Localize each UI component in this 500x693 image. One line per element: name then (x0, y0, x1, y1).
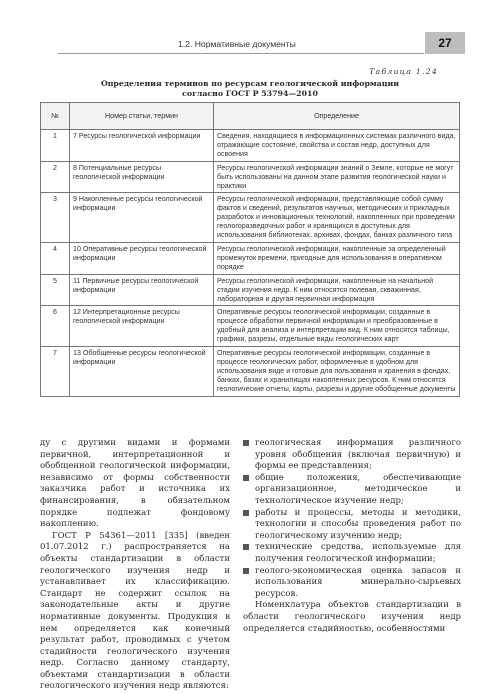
left-text-column (40, 438, 230, 693)
table-row (41, 306, 460, 347)
definition-cell: Ресурсы геологической информации знаний о Земле, которые не могут быть использованы на данном этапе развития геологической науки и практики (214, 161, 460, 193)
table-row (41, 347, 460, 397)
row-number: 1 (41, 130, 70, 162)
paragraph: Номенклатура объектов стандартизации в области геологического изучения недр определяется стадийностью, особенностями (243, 600, 461, 634)
list-item-text: геологическая информация различного уровня обобщения (включая первичную) и формы ее представления; (255, 438, 461, 472)
term-cell: 13 Обобщенные ресурсы геологической информации (70, 347, 214, 397)
term-cell: 12 Интерпретационные ресурсы геологической информации (70, 306, 214, 347)
right-text-column (243, 438, 461, 635)
term-cell: 7 Ресурсы геологической информации (70, 130, 214, 162)
row-number: 2 (41, 161, 70, 193)
table-header-row (41, 103, 460, 130)
column-header-term: Номер статьи, термин (70, 103, 214, 130)
table-row (41, 274, 460, 306)
list-item-text: работы и процессы, методы и методики, технологии и способы проведения работ по геологическому изучению недр; (255, 507, 461, 541)
list-item-text: общие положения, обеспечивающие организационное, методическое и технологическое изучение недр; (255, 472, 461, 506)
square-bullet-icon (243, 568, 249, 574)
table-row (41, 242, 460, 274)
list-item-text: геолого-экономическая оценка запасов и использования минерально-сырьевых ресурсов. (255, 565, 461, 599)
definition-cell: Оперативные ресурсы геологической информации, созданные в процессе геологических работ, оформленные в удобном для использования виде и готовые для пользования и хранения в фондах, банках, базах и хранилищах накопленных ресурсов. К ним относятся геологические отчеты, карты, разрезы и другие обобщенные документы (214, 347, 460, 397)
page-header (0, 32, 500, 54)
list-item (243, 542, 461, 565)
definition-cell: Оперативные ресурсы геологической информации, созданные в процессе обработки первичной информации и преобразованные в удобный для анализа и интерпретации вид. К ним относятся таблицы, графики, разрезы, отдельные виды геологических карт (214, 306, 460, 347)
terms-table (40, 102, 460, 397)
list-item (243, 566, 461, 601)
table-title-line1: Определения терминов по ресурсам геологической информации (100, 79, 400, 88)
square-bullet-icon (243, 510, 249, 516)
page-number-box (425, 32, 465, 54)
list-item (243, 473, 461, 508)
definition-cell: Ресурсы геологической информации, накопленные на начальной стадии изучения недр. К ним относятся полевая, скважинная, лабораторная и другая первичная информация (214, 274, 460, 306)
row-number: 6 (41, 306, 70, 347)
square-bullet-icon (243, 475, 249, 481)
table-row (41, 130, 460, 162)
row-number: 5 (41, 274, 70, 306)
page-number: 27 (438, 36, 452, 50)
term-cell: 10 Оперативные ресурсы геологической информации (70, 242, 214, 274)
column-header-num: № (41, 103, 70, 130)
row-number: 3 (41, 193, 70, 243)
column-header-definition: Определение (214, 103, 460, 130)
term-cell: 8 Потенциальные ресурсы геологической информации (70, 161, 214, 193)
header-rule (58, 53, 424, 54)
row-number: 7 (41, 347, 70, 397)
term-cell: 11 Первичные ресурсы геологической информации (70, 274, 214, 306)
table-label: Таблица 1.24 (369, 67, 438, 76)
row-number: 4 (41, 242, 70, 274)
definition-cell: Ресурсы геологической информации, накопленные за определенный промежуток времени, пригодные для использования в оперативном порядке (214, 242, 460, 274)
definition-cell: Сведения, находящиеся в информационных системах различного вида, отражающие состояние, свойства и состав недр, доступных для освоения (214, 130, 460, 162)
paragraph: ГОСТ Р 54361—2011 [335] (введен 01.07.2012 г.) распространяется на объекты стандартизации в области геологического изучения недр и устанавливает их классификацию. Стандарт не содержит ссылок на законодательные акты и другие нормативные документы. Продукция в нем определяется как конечный результат работ, проводимых с учетом стадийности геологического изучения недр. Согласно данному стандарту, объектами стандартизации в области геологического изучения недр являются: (40, 530, 230, 692)
square-bullet-icon (243, 544, 249, 550)
definition-cell: Ресурсы геологической информации, представляющие собой сумму фактов и сведений, результатов научных, методических и прикладных разработок и инновационных технологий, накопленных при проведении геологоразведочных работ и хранящихся в доступных для использования библиотеках, архивах, фондах, банках различного типа (214, 193, 460, 243)
term-cell: 9 Накопленные ресурсы геологической информации (70, 193, 214, 243)
running-head: 1.2. Нормативные документы (178, 39, 296, 49)
table-row (41, 161, 460, 193)
list-item-text: технические средства, используемые для получения геологической информации; (255, 542, 461, 564)
table-body (41, 130, 460, 397)
table-title-line2: согласно ГОСТ Р 53794—2010 (182, 88, 318, 98)
bullet-list (243, 438, 461, 600)
square-bullet-icon (243, 440, 249, 446)
list-item (243, 438, 461, 473)
table-title (0, 79, 500, 98)
paragraph: ду с другими видами и формами первичной, интерпретационной и обобщенной геологической информации, независимо от формы собственности заказчика работ и источника их финансирования, в обязательном порядке подлежат фондовому накоплению. (40, 438, 230, 530)
list-item (243, 508, 461, 543)
table-row (41, 193, 460, 243)
